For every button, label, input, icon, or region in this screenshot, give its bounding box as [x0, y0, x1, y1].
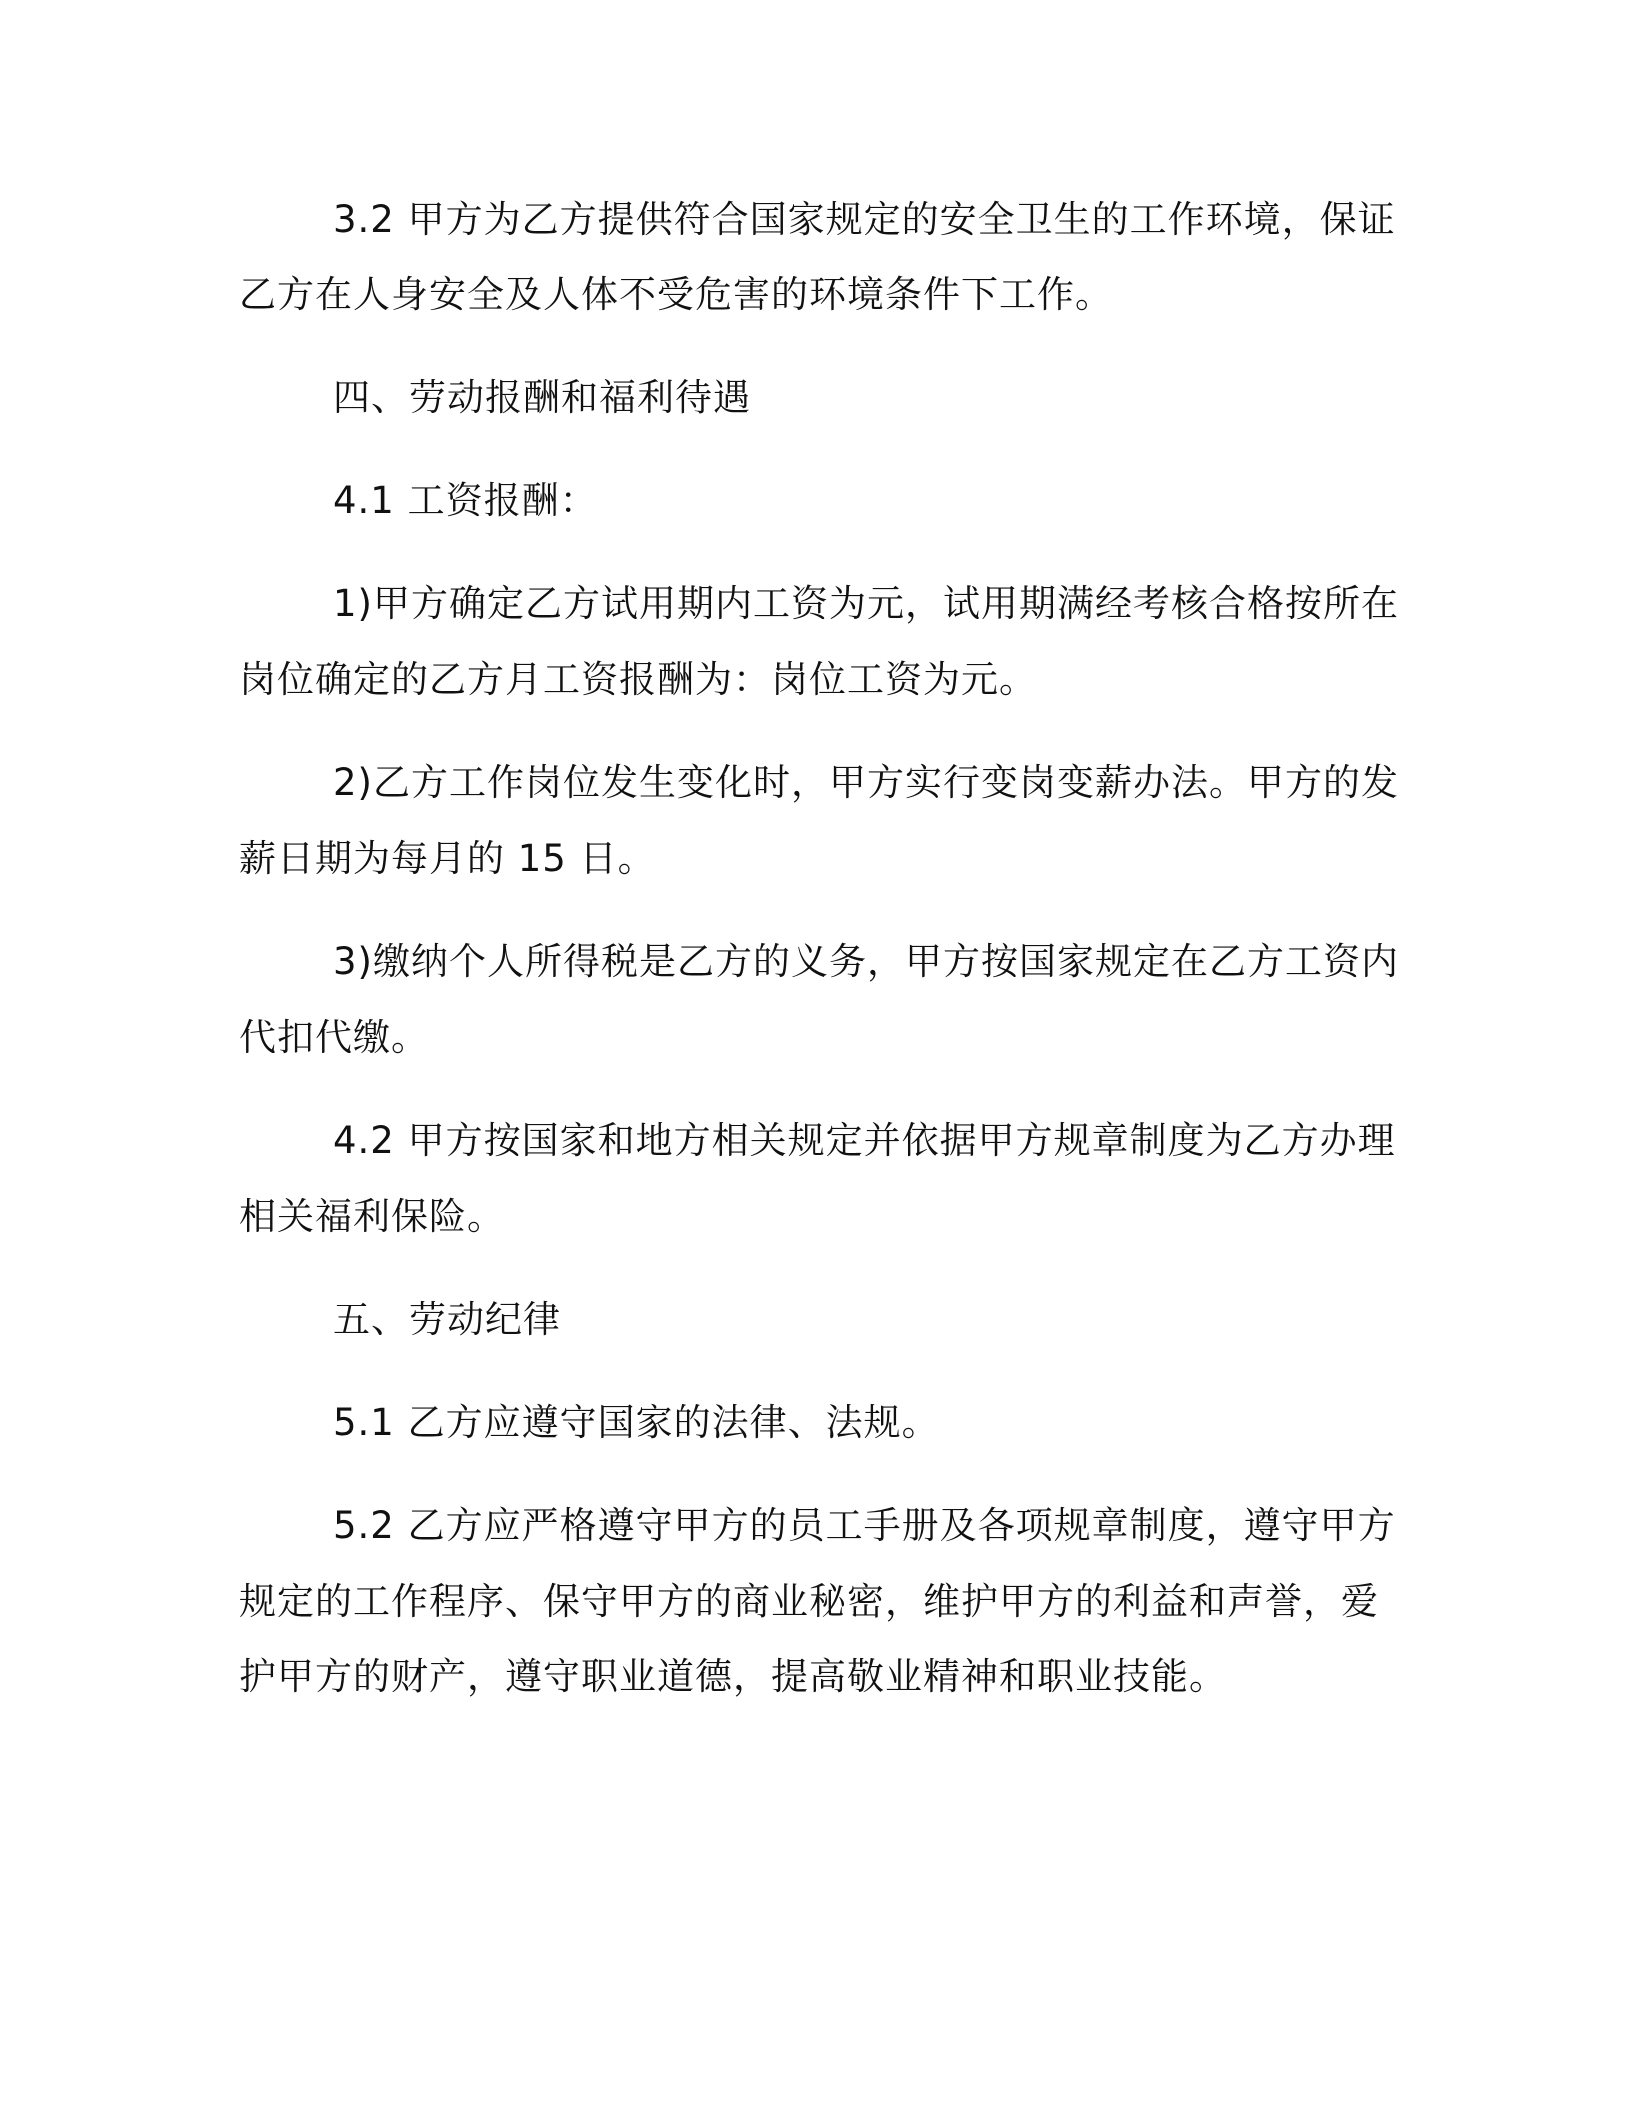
- paragraph-3-2-line-2: 乙方在人身安全及人体不受危害的环境条件下工作。: [239, 273, 1113, 316]
- paragraph-4-1-3-line-2: 代扣代缴。: [239, 1016, 429, 1059]
- paragraph-4-1-2-line-2: 薪日期为每月的 15 日。: [239, 837, 656, 880]
- section-heading-4: 四、劳动报酬和福利待遇: [333, 376, 751, 419]
- paragraph-4-2-line-1: 4.2 甲方按国家和地方相关规定并依据甲方规章制度为乙方办理: [333, 1119, 1396, 1162]
- paragraph-5-1: 5.1 乙方应遵守国家的法律、法规。: [333, 1401, 940, 1444]
- paragraph-5-2-line-2: 规定的工作程序、保守甲方的商业秘密，维护甲方的利益和声誉，爱: [239, 1580, 1379, 1623]
- paragraph-5-2-line-3: 护甲方的财产，遵守职业道德，提高敬业精神和职业技能。: [239, 1655, 1227, 1698]
- paragraph-4-2-line-2: 相关福利保险。: [239, 1195, 505, 1238]
- paragraph-5-2-line-1: 5.2 乙方应严格遵守甲方的员工手册及各项规章制度，遵守甲方: [333, 1504, 1396, 1547]
- paragraph-4-1-1-line-2: 岗位确定的乙方月工资报酬为：岗位工资为元。: [239, 658, 1037, 701]
- paragraph-4-1-3-line-1: 3)缴纳个人所得税是乙方的义务，甲方按国家规定在乙方工资内: [333, 940, 1399, 983]
- paragraph-4-1: 4.1 工资报酬：: [333, 479, 598, 522]
- paragraph-4-1-1-line-1: 1)甲方确定乙方试用期内工资为元，试用期满经考核合格按所在: [333, 582, 1399, 625]
- paragraph-4-1-2-line-1: 2)乙方工作岗位发生变化时，甲方实行变岗变薪办法。甲方的发: [333, 761, 1399, 804]
- paragraph-3-2-line-1: 3.2 甲方为乙方提供符合国家规定的安全卫生的工作环境，保证: [333, 198, 1396, 241]
- section-heading-5: 五、劳动纪律: [333, 1298, 561, 1341]
